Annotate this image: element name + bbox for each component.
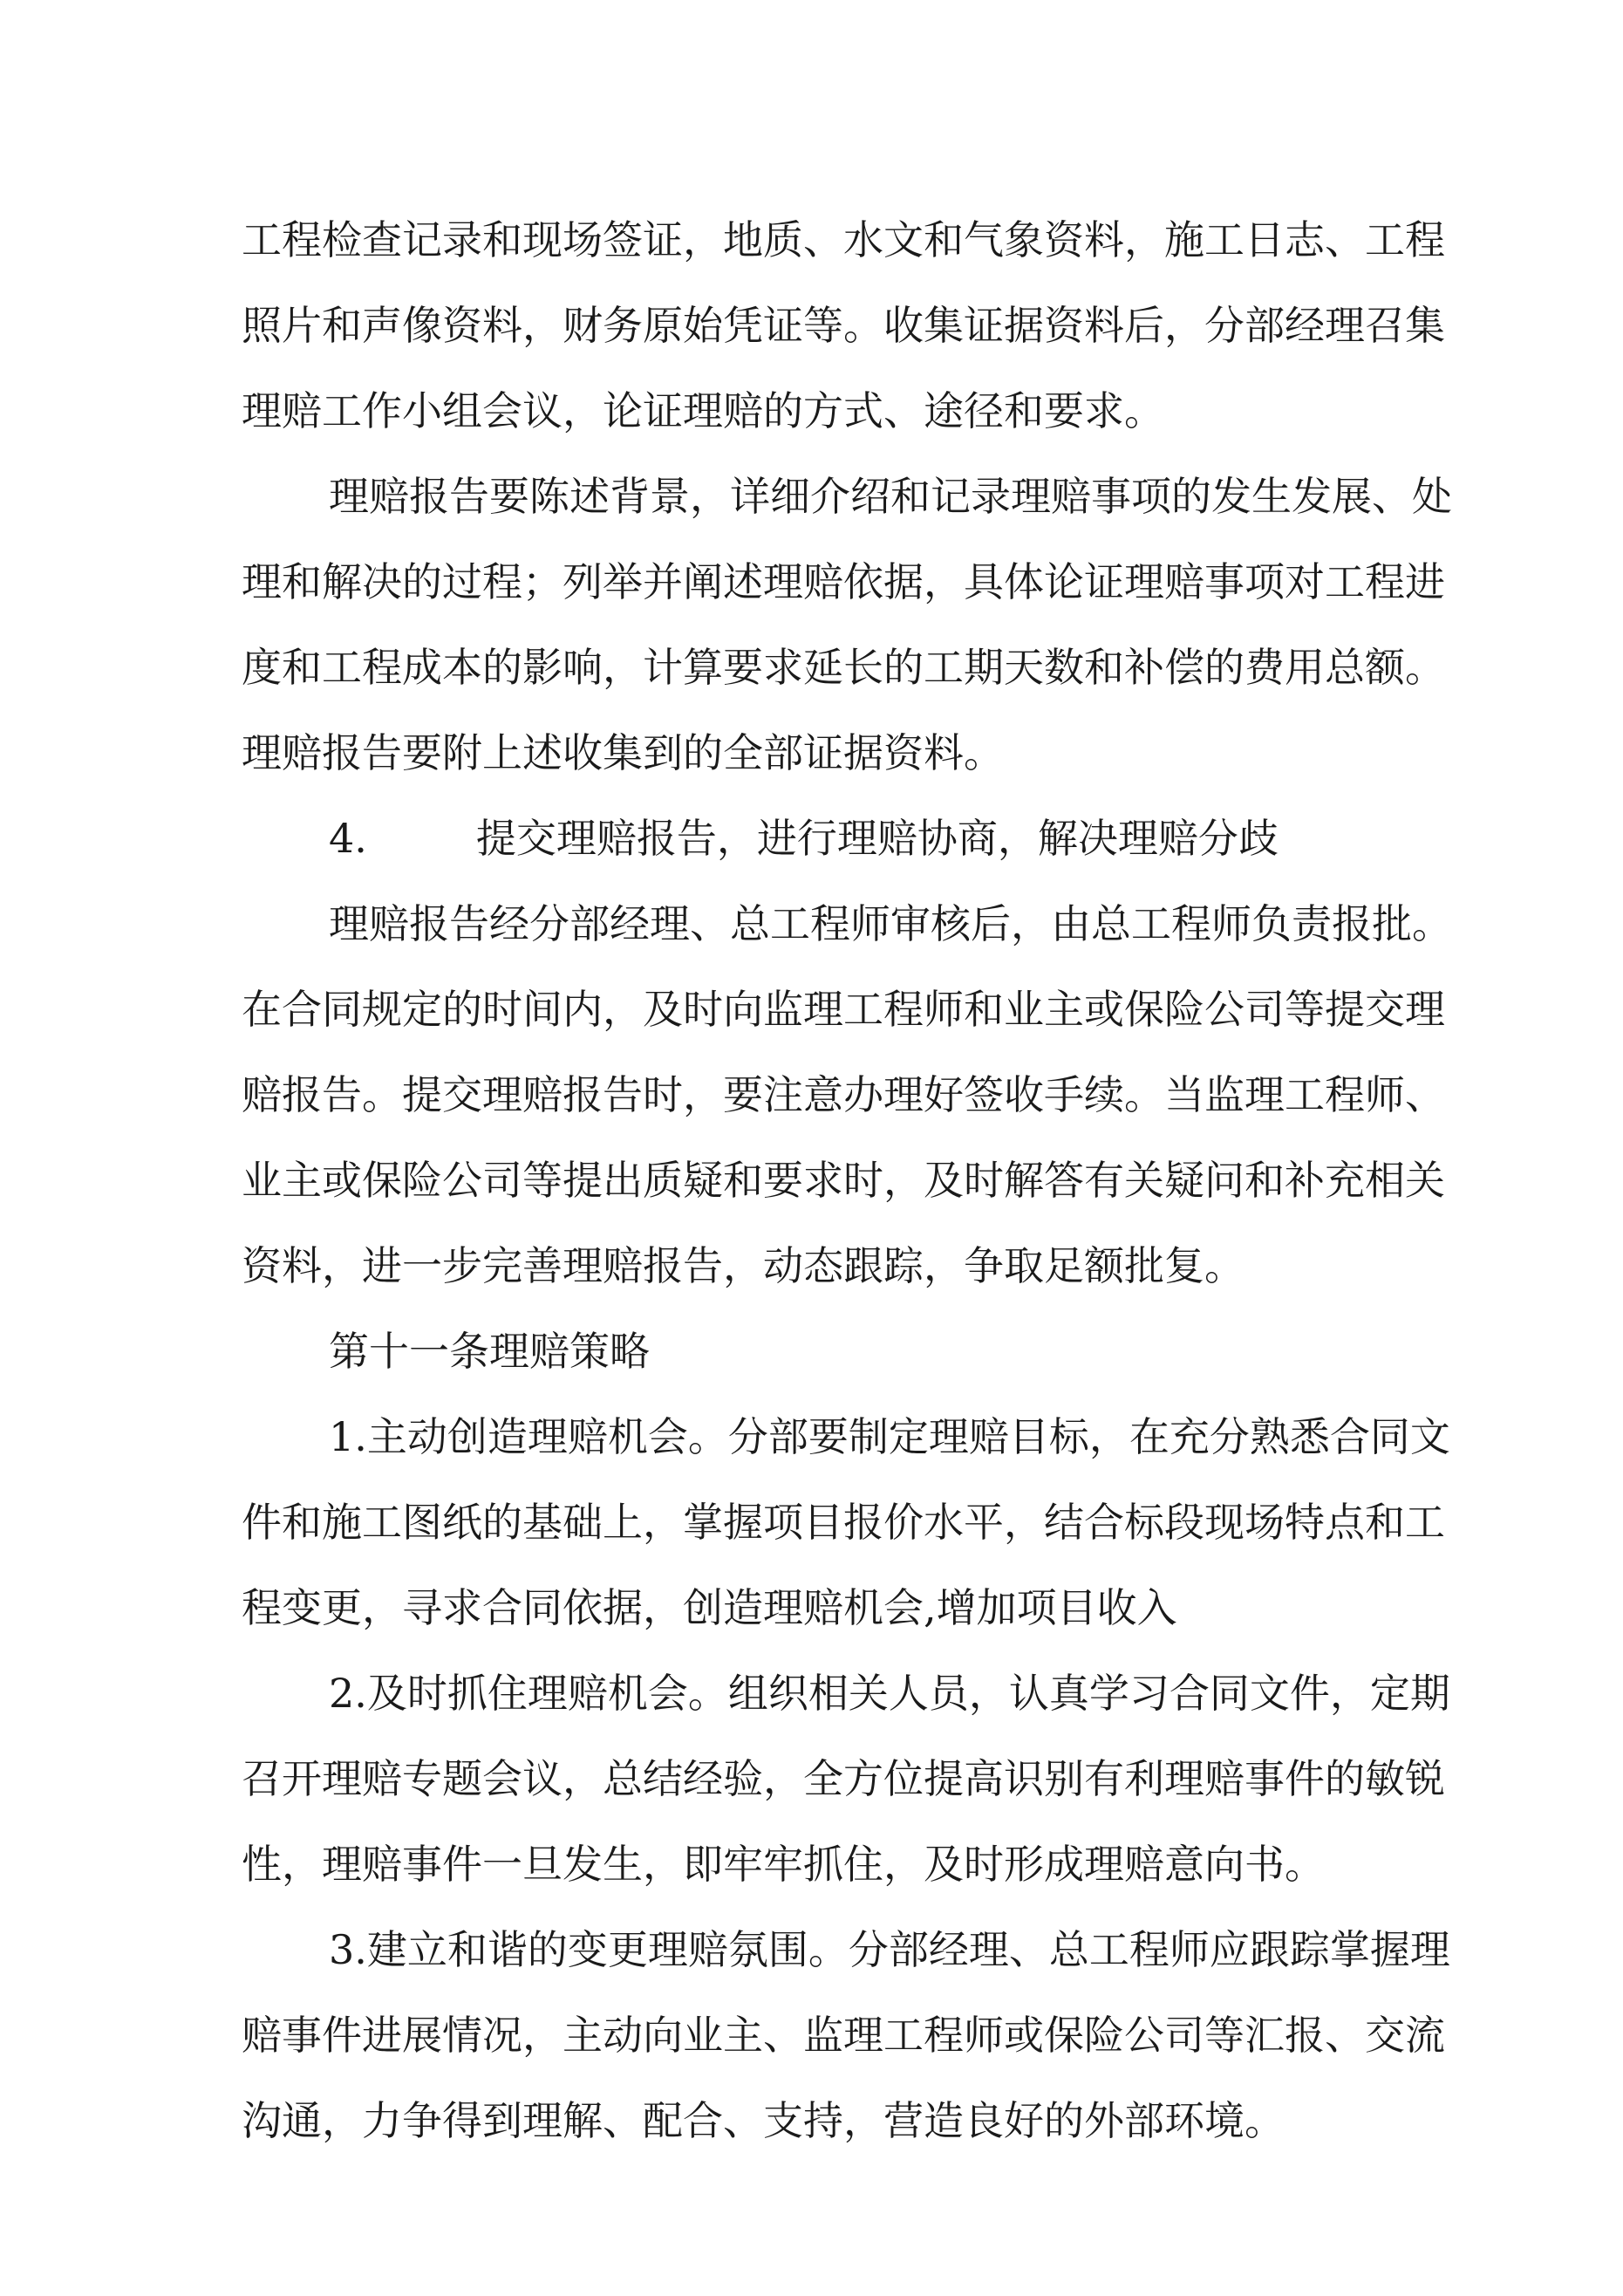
- text-line: 件和施工图纸的基础上，掌握项目报价水平，结合标段现场特点和工: [242, 1499, 1445, 1546]
- text-line: 理赔报告要附上述收集到的全部证据资料。: [242, 729, 1004, 776]
- text-line: 赔事件进展情况，主动向业主、监理工程师或保险公司等汇报、交流: [242, 2012, 1445, 2059]
- numbered-heading: [242, 796, 1445, 881]
- text-line: 召开理赔专题会议，总结经验，全方位提高识别有利理赔事件的敏锐: [242, 1755, 1445, 1802]
- text-line: 照片和声像资料，财务原始凭证等。收集证据资料后，分部经理召集: [242, 302, 1445, 349]
- text-line: 工程检查记录和现场签证，地质、水文和气象资料，施工日志、工程: [242, 216, 1445, 263]
- heading-number: 4.: [329, 815, 367, 862]
- text-line: 1.主动创造理赔机会。分部要制定理赔目标，在充分熟悉合同文: [329, 1413, 1450, 1460]
- heading-text: 提交理赔报告，进行理赔协商，解决理赔分歧: [475, 815, 1279, 862]
- text-line: 业主或保险公司等提出质疑和要求时，及时解答有关疑问和补充相关: [242, 1157, 1445, 1204]
- text-line: 2.及时抓住理赔机会。组织相关人员，认真学习合同文件，定期: [329, 1670, 1450, 1717]
- text-line: 度和工程成本的影响，计算要求延长的工期天数和补偿的费用总额。: [242, 644, 1445, 691]
- text-line: 性，理赔事件一旦发生，即牢牢抓住，及时形成理赔意向书。: [242, 1841, 1325, 1888]
- text-line: 赔报告。提交理赔报告时，要注意办理好签收手续。当监理工程师、: [242, 1071, 1445, 1118]
- document-body: [242, 197, 1452, 2163]
- text-line: 理赔报告要陈述背景，详细介绍和记录理赔事项的发生发展、处: [329, 473, 1452, 520]
- text-line: 程变更，寻求合同依据，创造理赔机会,增加项目收入: [242, 1584, 1177, 1631]
- text-line: 沟通，力争得到理解、配合、支持，营造良好的外部环境。: [242, 2097, 1285, 2144]
- text-line: 3.建立和谐的变更理赔氛围。分部经理、总工程师应跟踪掌握理: [329, 1926, 1450, 1973]
- text-line: 理和解决的过程；列举并阐述理赔依据，具体论证理赔事项对工程进: [242, 558, 1445, 605]
- text-line: 理赔工作小组会议，论证理赔的方式、途径和要求。: [242, 387, 1164, 434]
- text-line: 在合同规定的时间内，及时向监理工程师和业主或保险公司等提交理: [242, 986, 1445, 1033]
- section-title: 第十一条理赔策略: [329, 1328, 650, 1375]
- text-line: 资料，进一步完善理赔报告，动态跟踪，争取足额批复。: [242, 1242, 1245, 1289]
- text-line: 理赔报告经分部经理、总工程师审核后，由总工程师负责报批。: [329, 900, 1452, 947]
